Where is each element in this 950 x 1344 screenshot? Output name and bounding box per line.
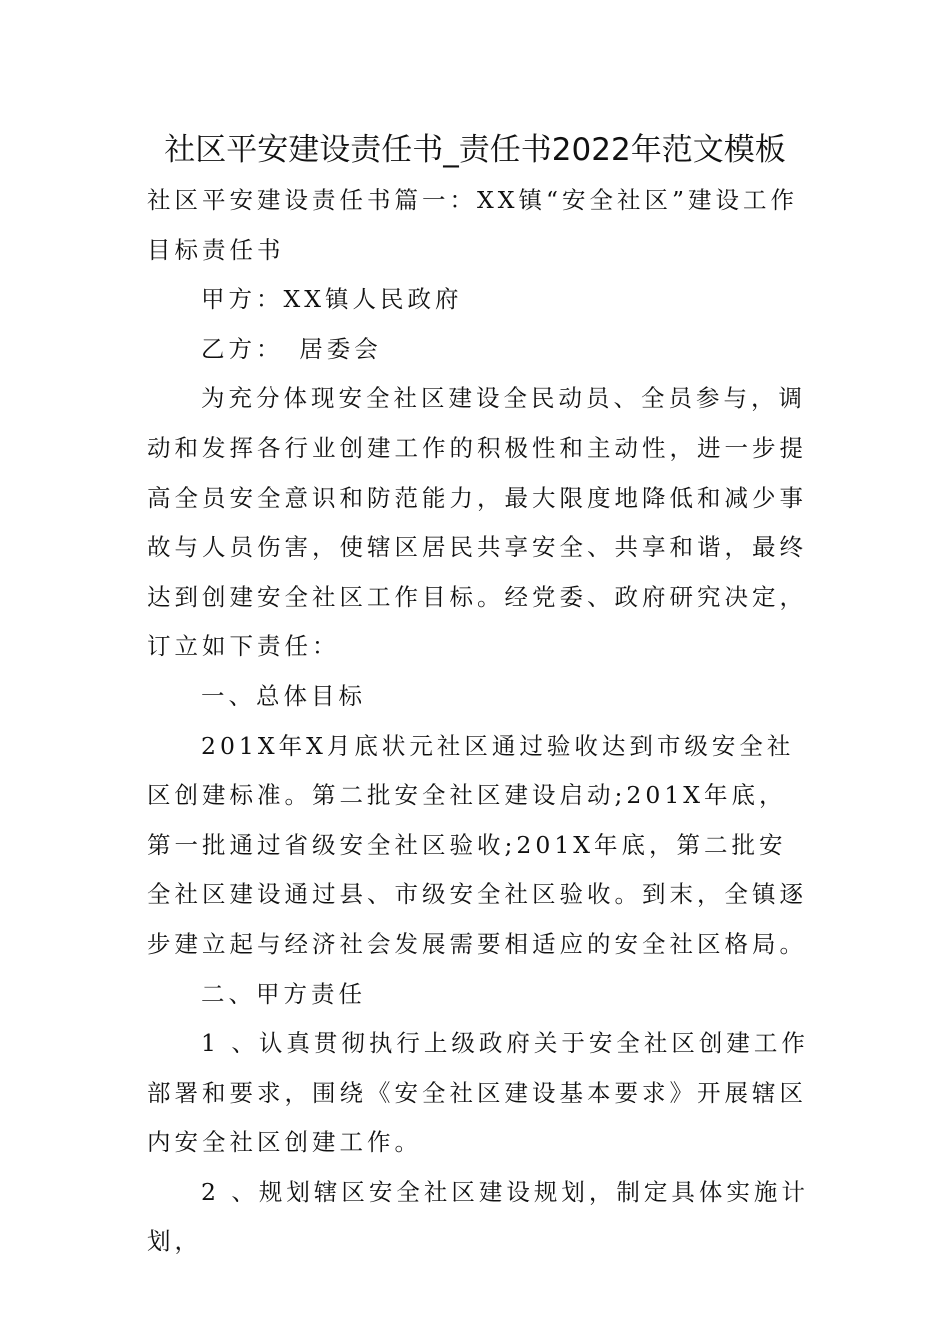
item-1: 1 、认真贯彻执行上级政府关于安全社区创建工作部署和要求，围绕《安全社区建设基本要求》开展辖区内安全社区创建工作。 — [147, 1029, 809, 1157]
document-heading: 社区平安建设责任书篇一：XX镇“安全社区”建设工作目标责任书 — [147, 186, 798, 264]
section1-paragraph: 201X年X月底状元社区通过验收达到市级安全社区创建标准。第二批安全社区建设启动;201X年底，第一批通过省级安全社区验收;201X年底，第二批安全社区建设通过县、市级安全社区验收。到末，全镇逐步建立起与经济社会发展需要相适应的安全社区格局。 — [147, 731, 807, 958]
party-b: 乙方： 居委会 — [201, 334, 382, 363]
document-title: 社区平安建设责任书_责任书2022年范文模板 — [164, 132, 786, 168]
document-body — [147, 176, 811, 1267]
party-a: 甲方：XX镇人民政府 — [201, 285, 463, 314]
section1-title: 一、总体目标 — [201, 681, 366, 710]
section2-title: 二、甲方责任 — [201, 979, 366, 1008]
intro-paragraph: 为充分体现安全社区建设全民动员、全员参与，调动和发挥各行业创建工作的积极性和主动性，进一步提高全员安全意识和防范能力，最大限度地降低和减少事故与人员伤害，使辖区居民共享安全、共享和谐，最终达到创建安全社区工作目标。经党委、政府研究决定，订立如下责任： — [147, 384, 807, 661]
item-2: 2 、规划辖区安全社区建设规划，制定具体实施计划， — [147, 1177, 809, 1256]
